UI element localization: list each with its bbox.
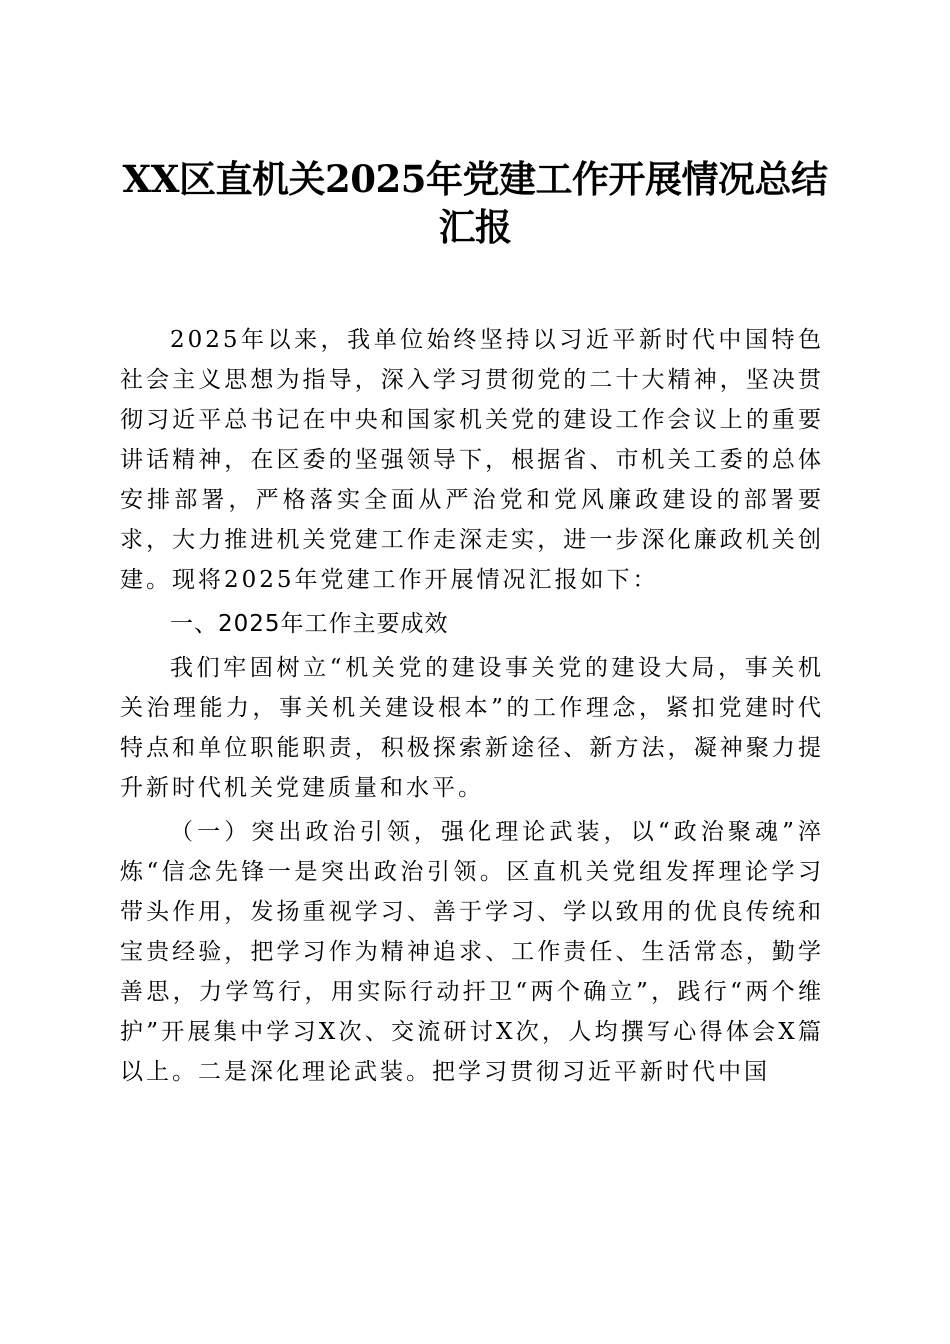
section-heading-1: 一、2025年工作主要成效 bbox=[170, 611, 449, 637]
subsection-1-paragraph: （一）突出政治引领，强化理论武装，以“政治聚魂”淬炼“信念先锋一是突出政治引领。区直机关党组发挥理论学习带头作用，发扬重视学习、善于学习、学以致用的优良传统和宝贵经验，把学习作为精神追求、工作责任、生活常态，勤学善思，力学笃行，用实际行动扞卫“两个确立”，践行“两个维护”开展集中学习X次、交流研讨X次，人均撰写心得体会X篇以上。二是深化理论武装。把学习贯彻习近平新时代中国 bbox=[120, 819, 824, 1085]
section-1-paragraph: 我们牢固树立“机关党的建设事关党的建设大局，事关机关治理能力，事关机关建设根本”的工作理念，紧扣党建时代特点和单位职能职责，积极探索新途径、新方法，凝神聚力提升新时代机关党建质量和水平。 bbox=[120, 655, 824, 801]
document-title: XX区直机关2025年党建工作开展情况总结汇报 bbox=[122, 157, 828, 249]
intro-paragraph: 2025年以来，我单位始终坚持以习近平新时代中国特色社会主义思想为指导，深入学习贯彻党的二十大精神，坚决贯彻习近平总书记在中央和国家机关党的建设工作会议上的重要讲话精神，在区委的坚强领导下，根据省、市机关工委的总体安排部署，严格落实全面从严治党和党风廉政建设的部署要求，大力推进机关党建工作走深走实，进一步深化廉政机关创建。现将2025年党建工作开展情况汇报如下： bbox=[120, 327, 824, 593]
document-body bbox=[120, 320, 824, 1092]
